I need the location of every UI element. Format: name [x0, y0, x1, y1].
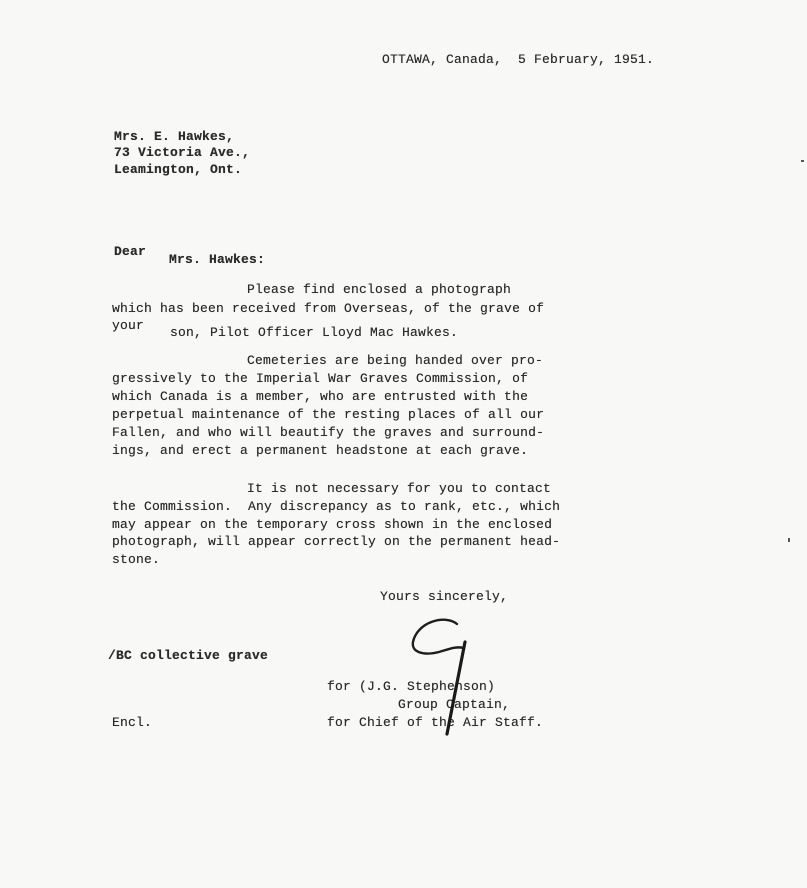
paragraph1-line3b: son, Pilot Officer Lloyd Mac Hawkes.	[170, 325, 459, 340]
paragraph2-line3: which Canada is a member, who are entrusted with the	[112, 389, 529, 404]
signature-line2: Group Captain,	[398, 697, 511, 712]
paragraph1-line1: Please find enclosed a photograph	[247, 282, 512, 297]
reference-note: /BC collective grave	[108, 648, 269, 663]
paragraph2-line2: gressively to the Imperial War Graves Commission, of	[112, 371, 529, 386]
paragraph2-line4: perpetual maintenance of the resting places of all our	[112, 407, 545, 422]
paragraph3-line3: may appear on the temporary cross shown in the enclosed	[112, 517, 553, 532]
paragraph3-line4: photograph, will appear correctly on the permanent head-	[112, 534, 561, 549]
paragraph2-line6: ings, and erect a permanent headstone at each grave.	[112, 443, 529, 458]
paragraph2-line5: Fallen, and who will beautify the graves and surround-	[112, 425, 545, 440]
handwritten-signature-icon	[405, 612, 485, 737]
dateline: OTTAWA, Canada, 5 February, 1951.	[382, 52, 655, 67]
paragraph3-line2: the Commission. Any discrepancy as to rank, etc., which	[112, 499, 561, 514]
paragraph1-line3a: your	[112, 318, 145, 333]
paragraph1-line2: which has been received from Overseas, of the grave of	[112, 301, 545, 316]
paper-mark	[801, 160, 804, 162]
salutation-dear: Dear	[114, 244, 147, 259]
signature-line3: for Chief of the Air Staff.	[327, 715, 544, 730]
paragraph2-line1: Cemeteries are being handed over pro-	[247, 353, 544, 368]
recipient-name: Mrs. E. Hawkes,	[114, 129, 235, 144]
enclosure-note: Encl.	[112, 715, 153, 730]
recipient-city: Leamington, Ont.	[114, 162, 243, 177]
salutation-name: Mrs. Hawkes:	[169, 252, 266, 267]
paper-mark	[788, 538, 790, 542]
recipient-street: 73 Victoria Ave.,	[114, 145, 251, 160]
signature-line1: for (J.G. Stephenson)	[327, 679, 496, 694]
paragraph3-line5: stone.	[112, 552, 161, 567]
closing: Yours sincerely,	[380, 589, 509, 604]
paragraph3-line1: It is not necessary for you to contact	[247, 481, 552, 496]
